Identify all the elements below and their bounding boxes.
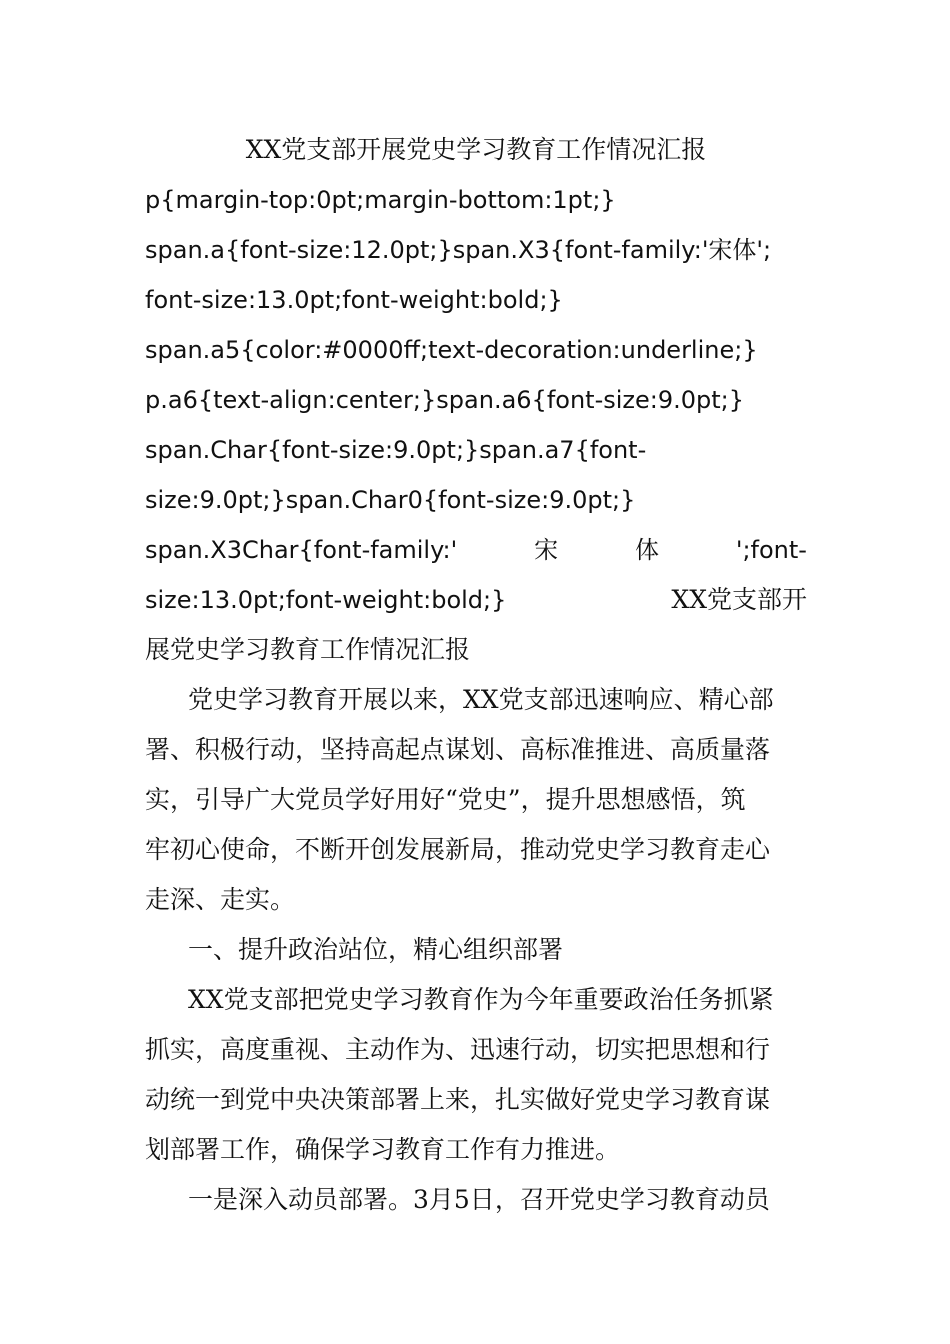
css-text-line: span.a5{color:#0000ff;text-decoration:underline;} xyxy=(145,336,758,364)
css-fragment: span.X3Char{font-family:' xyxy=(145,536,458,564)
repeated-title-end: 展党史学习教育工作情况汇报 xyxy=(145,635,471,664)
paragraph-line: 划部署工作，确保学习教育工作有力推进。 xyxy=(145,1135,621,1164)
css-text-line-justified xyxy=(145,525,807,575)
paragraph-line: XX党支部把党史学习教育作为今年重要政治任务抓紧 xyxy=(188,985,774,1014)
paragraph-line: 署、积极行动，坚持高起点谋划、高标准推进、高质量落 xyxy=(145,735,771,764)
paragraph-line: 实，引导广大党员学好用好“党史”，提升思想感悟，筑 xyxy=(145,785,746,814)
document-body xyxy=(145,125,807,1225)
css-text-line: font-size:13.0pt;font-weight:bold;} xyxy=(145,286,563,314)
paragraph-line: 党史学习教育开展以来，XX党支部迅速响应、精心部 xyxy=(188,685,774,714)
document-title: XX党支部开展党史学习教育工作情况汇报 xyxy=(245,135,707,164)
css-text-line: span.Char{font-size:9.0pt;}span.a7{font- xyxy=(145,436,647,464)
paragraph-line: 抓实，高度重视、主动作为、迅速行动，切实把思想和行 xyxy=(145,1035,771,1064)
css-text-line: size:9.0pt;}span.Char0{font-size:9.0pt;} xyxy=(145,486,636,514)
css-fragment: size:13.0pt;font-weight:bold;} xyxy=(145,586,507,614)
css-fragment: 体 xyxy=(634,536,659,564)
css-text-line: p.a6{text-align:center;}span.a6{font-size:9.0pt;} xyxy=(145,386,745,414)
repeated-title-start: XX党支部开 xyxy=(671,585,807,614)
css-fragment: ';font- xyxy=(735,536,807,564)
paragraph-line: 走深、走实。 xyxy=(145,885,296,914)
css-fragment: 宋 xyxy=(534,536,559,564)
paragraph-line: 牢初心使命，不断开创发展新局，推动党史学习教育走心 xyxy=(145,835,771,864)
css-text-line: p{margin-top:0pt;margin-bottom:1pt;} xyxy=(145,186,616,214)
section-heading: 一、提升政治站位，精心组织部署 xyxy=(188,935,564,964)
paragraph-line: 动统一到党中央决策部署上来，扎实做好党史学习教育谋 xyxy=(145,1085,771,1114)
css-text-line-justified xyxy=(145,575,807,625)
paragraph-line: 一是深入动员部署。3月5日，召开党史学习教育动员 xyxy=(188,1185,770,1214)
css-text-line: span.a{font-size:12.0pt;}span.X3{font-family:'宋体'; xyxy=(145,236,772,264)
